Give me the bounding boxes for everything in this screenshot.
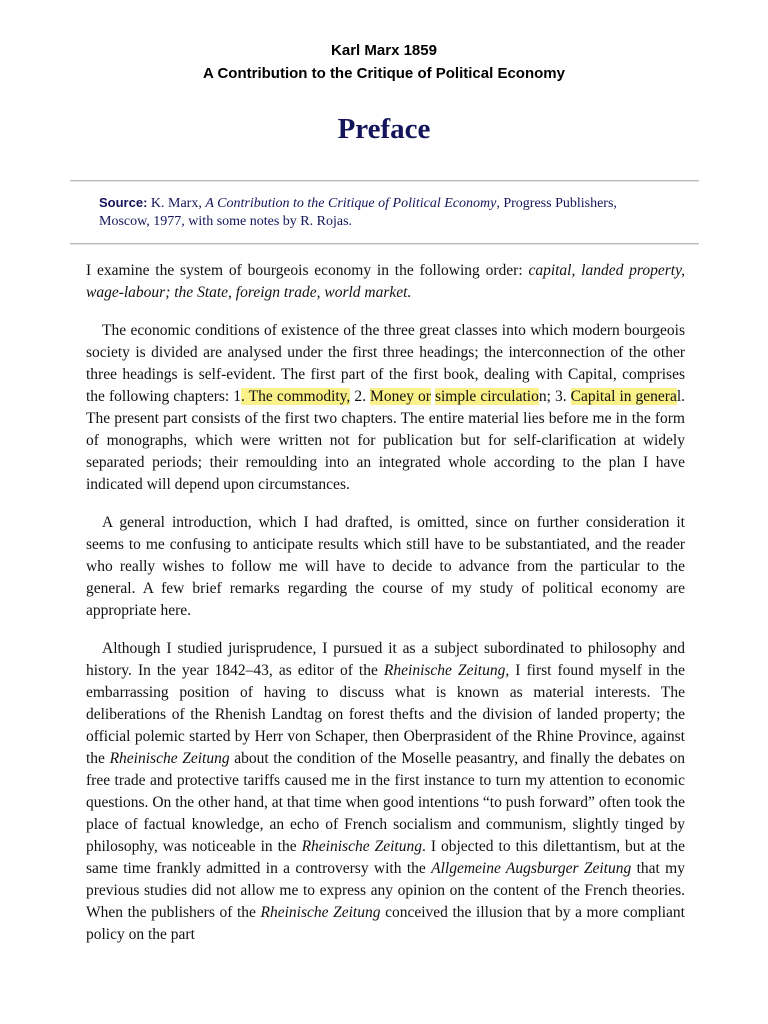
highlight-commodity: . The commodity,	[241, 388, 351, 405]
p4-italic-1: Rheinische Zeitung,	[383, 662, 510, 679]
highlight-capital: Capital in genera	[570, 388, 677, 405]
p1-italic: capital, landed property, wage-labour; the State, foreign trade, world market.	[86, 262, 685, 301]
p4-text-f: conceived the illusion that by a more compliant policy on the part	[86, 904, 685, 943]
source-text-b: , Progress Publishers, Moscow, 1977, with some notes by R. Rojas.	[99, 196, 617, 229]
paragraph-2	[86, 320, 685, 496]
paragraph-4	[86, 638, 685, 946]
paragraph-3: A general introduction, which I had drafted, is omitted, since on further consideration it seems to me confusing to anticipate results which still have to be substantiated, and the reader who really wishes to follow me will have to decide to advance from the particular to the general. A few brief remarks regarding the course of my study of political economy are appropriate here.	[86, 514, 685, 619]
p4-text-e: that my previous studies did not allow me to express any opinion on the content of the French theories. When the publishers of the	[86, 860, 685, 921]
divider-top	[70, 180, 699, 182]
source-text-a: K. Marx,	[147, 196, 206, 211]
p2-text-e: l. The present part consists of the first two chapters. The entire material lies before me in the form of monographs, which were written not for publication but for self-clarification at widely separated periods; their remoulding into an integrated whole according to the plan I have indicated will depend upon circumstances.	[86, 388, 686, 493]
body-text	[86, 260, 685, 962]
p2-text-d: n; 3.	[538, 388, 571, 405]
page-title: Preface	[337, 113, 431, 145]
p4-text-c: about the condition of the Moselle peasantry, and finally the debates on free trade and protective tariffs caused me in the first instance to turn my attention to economic questions. On the other hand, at that time when good intentions “to push forward” often took the place of factual knowledge, an echo of French socialism and communism, slightly tinged by philosophy, was noticeable in the	[86, 750, 685, 855]
p4-text-b: I first found myself in the embarrassing position of having to discuss what is known as material interests. The deliberations of the Rhenish Landtag on forest thefts and the division of landed property; the official polemic started by Herr von Schaper, then Oberprasident of the Rhine Province, against the	[86, 662, 685, 767]
highlight-money: Money or	[370, 388, 431, 405]
divider-bottom	[70, 243, 699, 245]
p4-text-a: Although I studied jurisprudence, I pursued it as a subject subordinated to philosophy and history. In the year 1842–43, as editor of the	[86, 640, 685, 679]
work-title-heading: A Contribution to the Critique of Political Economy	[203, 65, 565, 82]
p2-text-b: 2.	[350, 388, 371, 405]
highlight-circulation: simple circulatio	[434, 388, 539, 405]
source-label: Source:	[99, 195, 148, 210]
p1-text: I examine the system of bourgeois economy in the following order:	[86, 262, 529, 279]
p4-italic-3: Rheinische Zeitung	[301, 838, 422, 855]
p2-text-a: The economic conditions of existence of the three great classes into which modern bourgeois society is divided are analysed under the first three headings; the interconnection of the other three headings is self-evident. The first part of the first book, dealing with Capital, comprises the following chapters: 1	[86, 322, 685, 405]
source-note	[99, 194, 659, 231]
p4-italic-5: Rheinische Zeitung	[260, 904, 381, 921]
p4-italic-2: Rheinische Zeitung	[109, 750, 230, 767]
author-year-heading: Karl Marx 1859	[331, 42, 437, 59]
paragraph-1	[86, 260, 685, 304]
source-book-title: A Contribution to the Critique of Political Economy	[205, 196, 497, 211]
p4-text-d: . I objected to this dilettantism, but at the same time frankly admitted in a controversy with the	[86, 838, 685, 877]
p4-italic-4: Allgemeine Augsburger Zeitung	[431, 860, 632, 877]
